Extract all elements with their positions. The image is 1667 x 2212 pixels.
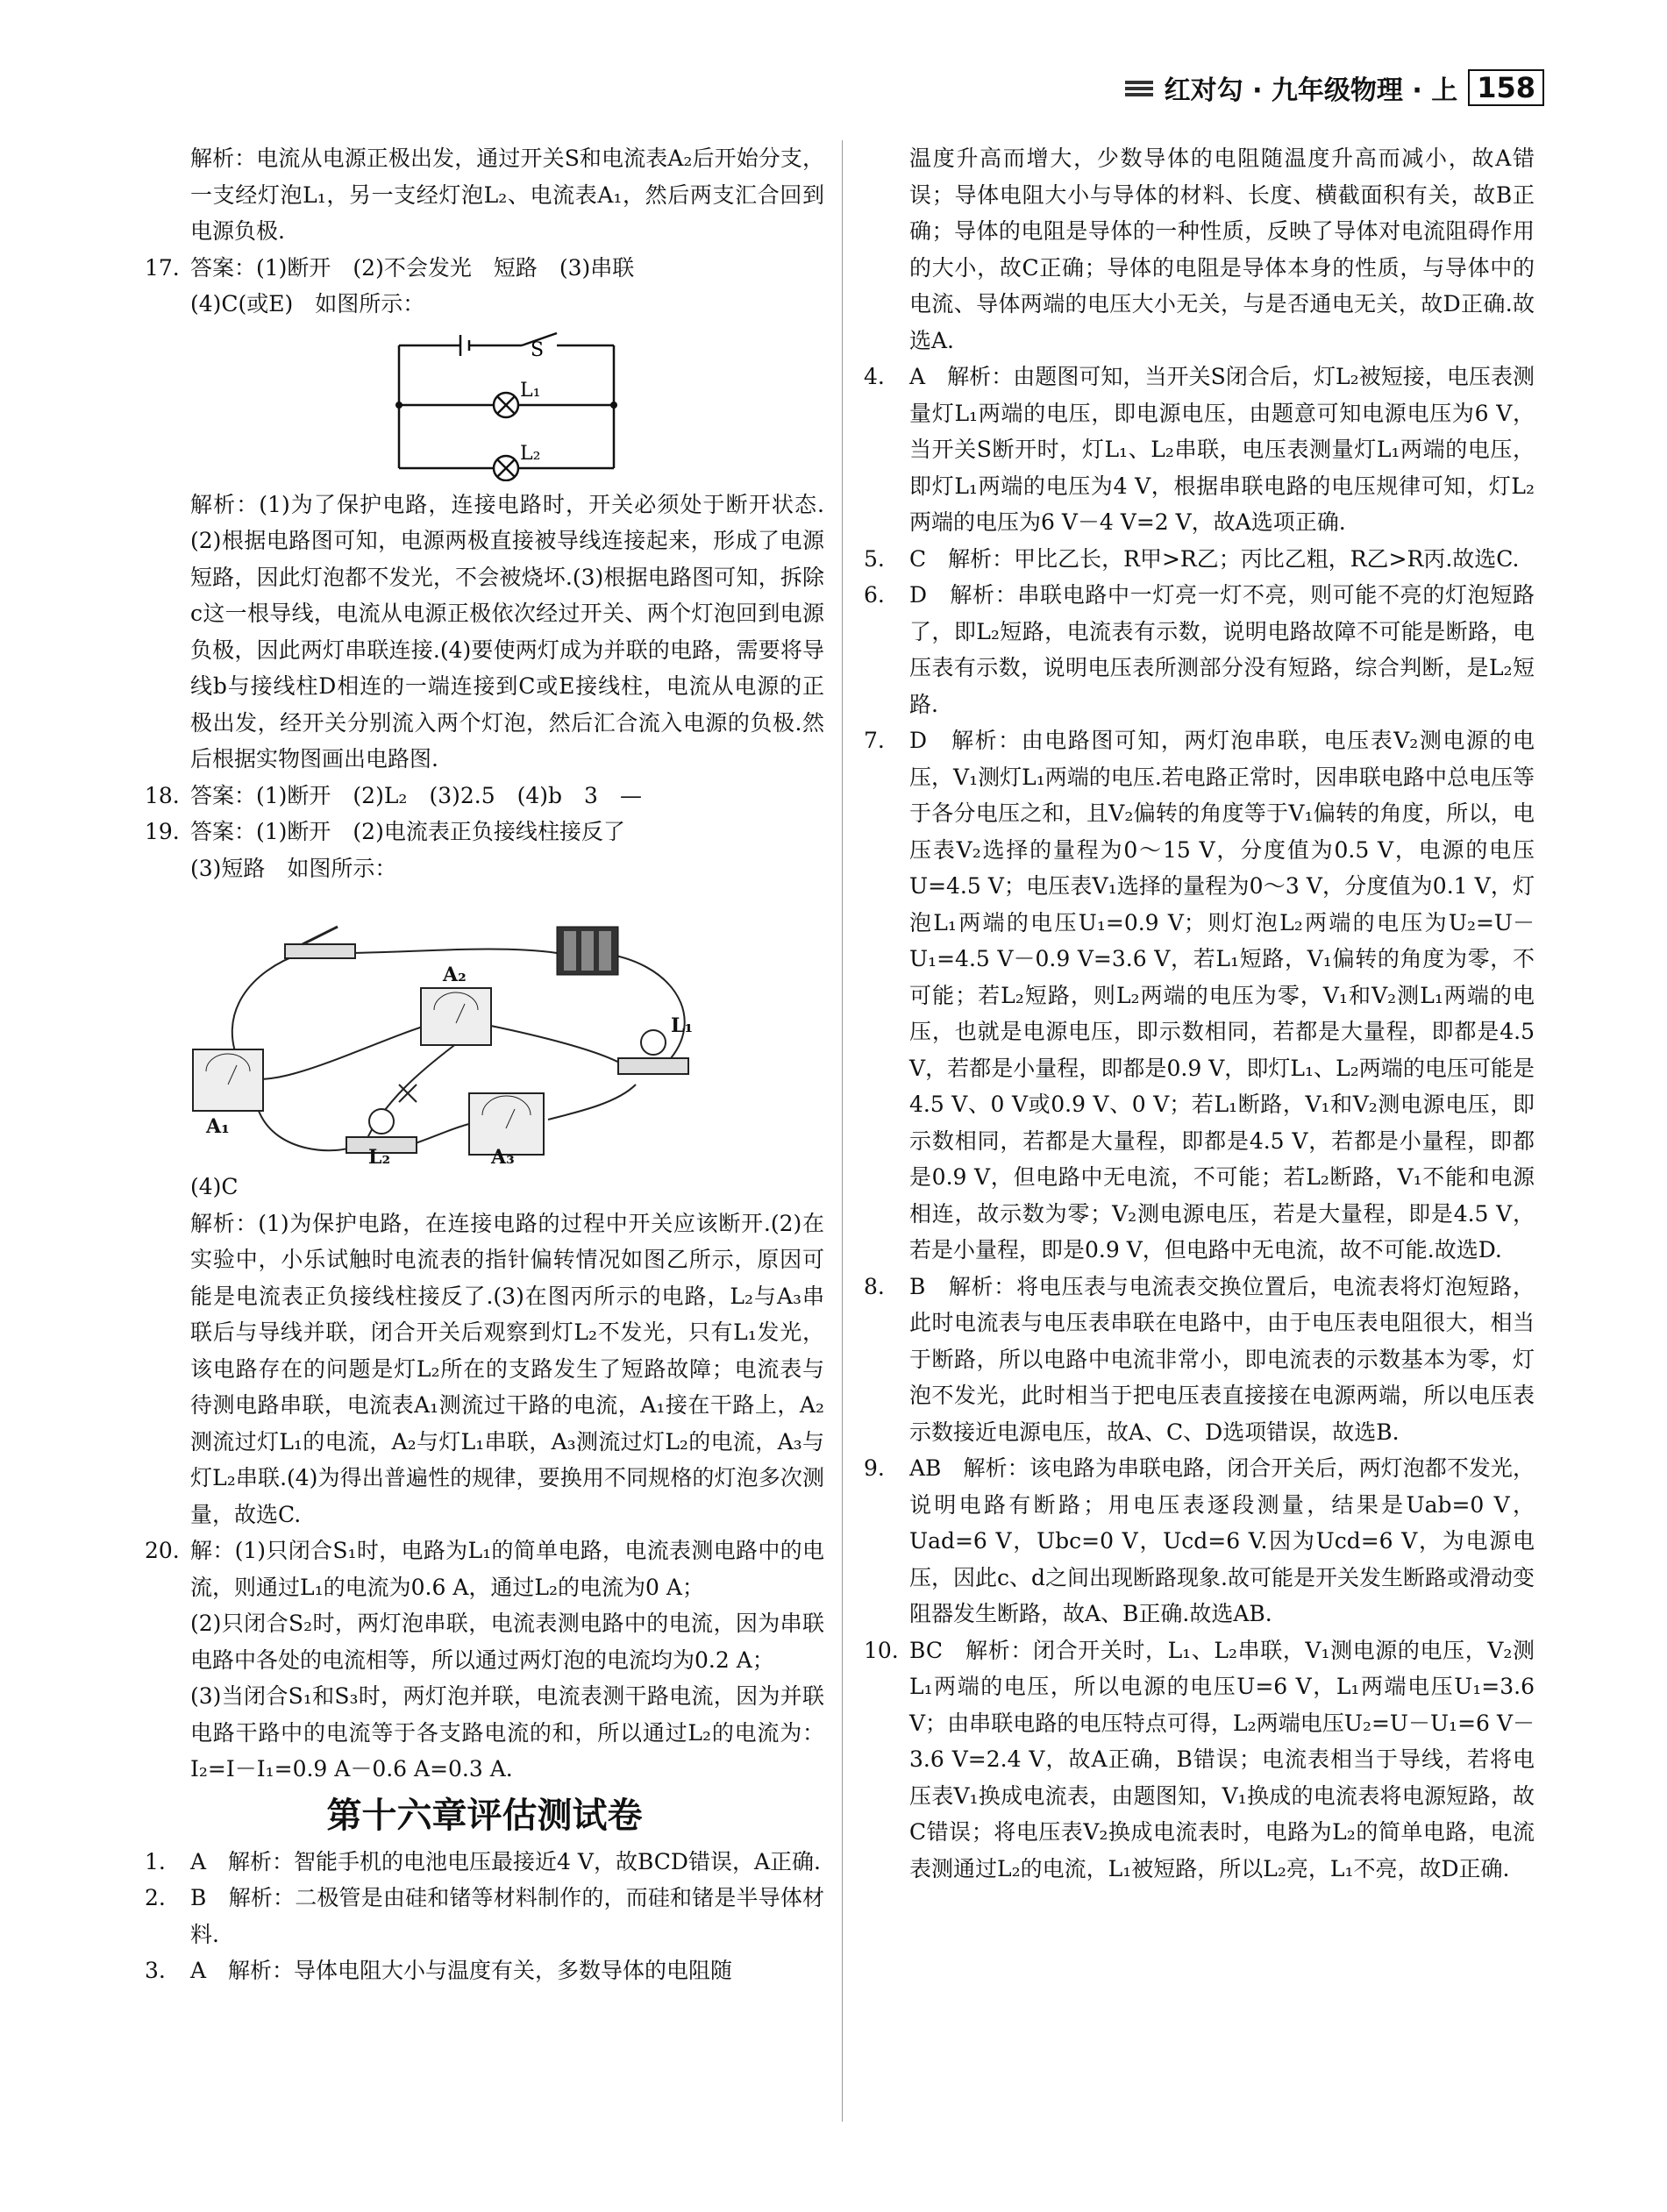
q20	[145, 1533, 824, 1605]
q17	[145, 250, 824, 287]
fig17-switch-label: S	[531, 338, 545, 361]
q17-answer: 答案：(1)断开 (2)不会发光 短路 (3)串联	[190, 254, 635, 281]
q19-explanation: 解析：(1)为保护电路，在连接电路的过程中开关应该断开.(2)在实验中，小乐试触时电流表的指针偏转情况如图乙所示，原因可能是电流表正负接线柱接反了.(3)在图丙所示的电路，L₂与A₃串联后与导线并联，闭合开关后观察到灯L₂不发光，只有L₁发光，该电路存在的问题是灯L₂所在的支路发生了短路故障；电流表与待测电路串联，电流表A₁测流过干路的电流，A₁接在干路上，A₂测流过灯L₁的电流，A₂与灯L₁串联，A₃测流过灯L₂的电流，A₃与灯L₂串联.(4)为得出普遍性的规律，要换用不同规格的灯泡多次测量，故选C.	[190, 1210, 824, 1527]
c-q4-text: A 解析：由题图可知，当开关S闭合后，灯L₂被短接，电压表测量灯L₁两端的电压，即电源电压，由题意可知电源电压为6 V，当开关S断开时，灯L₁、L₂串联，电压表测量灯L₁两端的电压，即灯L₁两端的电压为4 V，根据串联电路的电压规律可知，灯L₂两端的电压为6 V－4 V=2 V，故A选项正确.	[909, 364, 1535, 535]
q17-answer-2: (4)C(或E) 如图所示：	[190, 291, 425, 317]
chapter-title: 第十六章评估测试卷	[326, 1795, 643, 1836]
c-q8	[864, 1269, 1535, 1451]
page-number: 158	[1468, 69, 1544, 106]
right-column	[864, 140, 1535, 1887]
q20-part-2: (2)只闭合S₂时，两灯泡串联，电流表测电路中的电流，因为串联电路中各处的电流相等，所以通过两灯泡的电流均为0.2 A；	[190, 1611, 824, 1673]
book-title: 红对勾 · 九年级物理 · 上	[1164, 75, 1458, 106]
c-q4-number: 4.	[864, 364, 885, 389]
c-q4	[864, 359, 1535, 541]
fig17-l1-label: L₁	[520, 379, 541, 402]
fig19-a1-label: A₁	[206, 1115, 230, 1138]
q19-answer-2: (3)短路 如图所示：	[190, 855, 397, 881]
c-q5	[864, 541, 1535, 578]
c-q3-text: A 解析：导体电阻大小与温度有关，多数导体的电阻随	[190, 1958, 733, 1983]
c-q7-text: D 解析：由电路图可知，两灯泡串联，电压表V₂测电源的电压，V₁测灯L₁两端的电压.若电路正常时，因串联电路中总电压等于各分电压之和，且V₂偏转的角度等于V₁偏转的角度，所以，电压表V₂选择的量程为0～15 V，分度值为0.5 V，电源的电压U=4.5 V；电压表V₁选择的量程为0～3 V，分度值为0.1 V，灯泡L₁两端的电压U₁=0.9 V；则灯泡L₂两端的电压为U₂=U－U₁=4.5 V－0.9 V=3.6 V，若L₁短路，V₁偏转的角度为零，不可能；若L₂短路，则L₂两端的电压为零，V₁和V₂测L₁两端的电压，也就是电源电压，即示数相同，若都是大量程，即都是4.5 V，若都是小量程，即都是0.9 V，即灯L₁、L₂两端的电压可能是4.5 V、0 V或0.9 V、0 V；若L₁断路，V₁和V₂测电源电压，即示数相同，若都是大量程，即都是4.5 V，若都是小量程，即都是0.9 V，但电路中无电流，不可能；若L₂断路，V₁不能和电源相连，故示数为零；V₂测电源电压，若是大量程，即是4.5 V，若是小量程，即是0.9 V，但电路中无电流，故不可能.故选D.	[909, 728, 1535, 1262]
book-logo-icon	[1124, 78, 1154, 97]
fig19-l2-label: L₂	[368, 1146, 391, 1163]
q19-number: 19.	[145, 819, 180, 844]
c-q7-number: 7.	[864, 728, 885, 753]
page-header	[1124, 68, 1544, 107]
c-q9	[864, 1450, 1535, 1632]
c-q2-number: 2.	[145, 1885, 166, 1910]
c-q1	[145, 1844, 824, 1881]
c-q1-text: A 解析：智能手机的电池电压最接近4 V，故BCD错误，A正确.	[190, 1848, 821, 1874]
c-q6-number: 6.	[864, 582, 885, 608]
q18-answer: 答案：(1)断开 (2)L₂ (3)2.5 (4)b 3 —	[190, 782, 642, 808]
q19-physical-circuit-figure	[145, 892, 824, 1163]
c-q7	[864, 722, 1535, 1269]
q19	[145, 814, 824, 850]
c-q9-number: 9.	[864, 1455, 885, 1481]
column-divider	[842, 140, 843, 2122]
c-q9-text: AB 解析：该电路为串联电路，闭合开关后，两灯泡都不发光，说明电路有断路；用电压表逐段测量，结果是Uab=0 V，Uad=6 V，Ubc=0 V，Ucd=6 V.因为Ucd=6 V，为电源电压，因此c、d之间出现断路现象.故可能是开关发生断路或滑动变阻器发生断路，故A、B正确.故选AB.	[909, 1455, 1535, 1626]
c-q10-text: BC 解析：闭合开关时，L₁、L₂串联，V₁测电源的电压，V₂测L₁两端的电压，所以电源的电压U=6 V，L₁两端电压U₁=3.6 V；由串联电路的电压特点可得，L₂两端电压U₂=U－U₁=6 V－3.6 V=2.4 V，故A正确，B错误；电流表相当于导线，若将电压表V₁换成电流表，由题图知，V₁换成的电流表将电源短路，故C错误；将电压表V₂换成电流表时，电路为L₂的简单电路，电流表测通过L₂的电流，L₁被短路，所以L₂亮，L₁不亮，故D正确.	[909, 1637, 1535, 1881]
c-q3-number: 3.	[145, 1958, 166, 1983]
c-q2	[145, 1880, 824, 1952]
c-q3-continued: 温度升高而增大，少数导体的电阻随温度升高而减小，故A错误；导体电阻大小与导体的材料、长度、横截面积有关，故B正确；导体的电阻是导体的一种性质，反映了导体对电流阻碍作用的大小，故C正确；导体的电阻是导体本身的性质，与导体中的电流、导体两端的电压大小无关，与是否通电无关，故D正确.故选A.	[909, 146, 1535, 353]
c-q5-number: 5.	[864, 545, 885, 572]
fig17-l2-label: L₂	[520, 442, 541, 465]
q19-answer: 答案：(1)断开 (2)电流表正负接线柱接反了	[190, 819, 625, 844]
q17-number: 17.	[145, 254, 180, 281]
q20-part-1: 解：(1)只闭合S₁时，电路为L₁的简单电路，电流表测电路中的电流，则通过L₁的电流为0.6 A，通过L₂的电流为0 A；	[190, 1538, 824, 1600]
q18	[145, 778, 824, 814]
fig19-a2-label: A₂	[443, 964, 467, 986]
fig19-a3-label: A₃	[491, 1146, 515, 1163]
c-q3	[145, 1952, 824, 1989]
q17-explanation: 解析：(1)为了保护电路，连接电路时，开关必须处于断开状态.(2)根据电路图可知，电源两极直接被导线连接起来，形成了电源短路，因此灯泡都不发光，不会被烧坏.(3)根据电路图可知，拆除c这一根导线，电流从电源正极依次经过开关、两个灯泡回到电源负极，因此两灯串联连接.(4)要使两灯成为并联的电路，需要将导线b与接线柱D相连的一端连接到C或E接线柱，电流从电源的正极出发，经开关分别流入两个灯泡，然后汇合流入电源的负极.然后根据实物图画出电路图.	[190, 491, 824, 772]
q17-circuit-diagram	[145, 328, 824, 481]
c-q8-number: 8.	[864, 1273, 885, 1299]
c-q5-text: C 解析：甲比乙长，R甲>R乙；丙比乙粗，R乙>R丙.故选C.	[909, 545, 1520, 572]
q16-explanation: 解析：电流从电源正极出发，通过开关S和电流表A₂后开始分支，一支经灯泡L₁，另一支经灯泡L₂、电流表A₁，然后两支汇合回到电源负极.	[190, 146, 824, 244]
q19-answer-3: (4)C	[190, 1174, 239, 1199]
q20-number: 20.	[145, 1538, 180, 1563]
c-q2-text: B 解析：二极管是由硅和锗等材料制作的，而硅和锗是半导体材料.	[190, 1885, 824, 1947]
c-q8-text: B 解析：将电压表与电流表交换位置后，电流表将灯泡短路，此时电流表与电压表串联在电路中，由于电压表电阻很大，相当于断路，所以电路中电流非常小，即电流表的示数基本为零，灯泡不发光，此时相当于把电压表直接接在电源两端，所以电压表示数接近电源电压，故A、C、D选项错误，故选B.	[909, 1273, 1535, 1445]
q20-part-3: (3)当闭合S₁和S₃时，两灯泡并联，电流表测干路电流，因为并联电路干路中的电流等于各支路电流的和，所以通过L₂的电流为：I₂=I－I₁=0.9 A－0.6 A=0.3 A.	[190, 1683, 824, 1782]
left-column	[145, 140, 824, 1989]
c-q6	[864, 577, 1535, 722]
c-q10	[864, 1632, 1535, 1888]
q18-number: 18.	[145, 782, 180, 808]
c-q1-number: 1.	[145, 1848, 166, 1874]
c-q6-text: D 解析：串联电路中一灯亮一灯不亮，则可能不亮的灯泡短路了，即L₂短路，电流表有示数，说明电路故障不可能是断路，电压表有示数，说明电压表所测部分没有短路，综合判断，是L₂短路.	[909, 582, 1535, 717]
c-q10-number: 10.	[864, 1637, 899, 1663]
fig19-l1-label: L₁	[671, 1014, 694, 1037]
